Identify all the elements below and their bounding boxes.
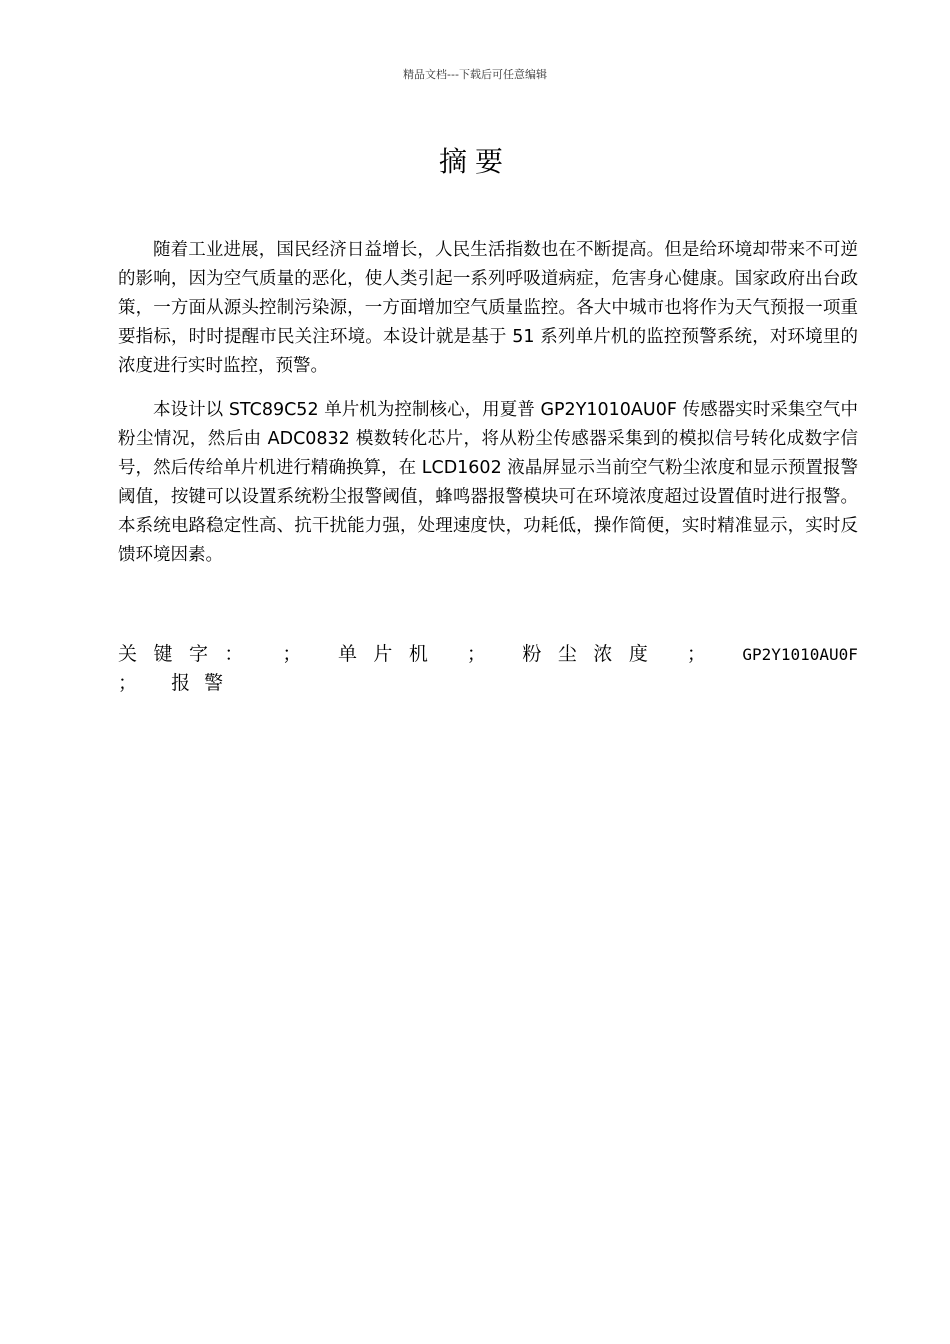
keywords-label: 关键字： xyxy=(118,643,260,665)
keyword-separator: ； xyxy=(282,643,316,665)
abstract-paragraph-1: 随着工业进展，国民经济日益增长，人民生活指数也在不断提高。但是给环境却带来不可逆的影响，因为空气质量的恶化，使人类引起一系列呼吸道病症，危害身心健康。国家政府出台政策，一方面从源头控制污染源，一方面增加空气质量监控。各大中城市也将作为天气预报一项重要指标，时时提醒市民关注环境。本设计就是基于 51 系列单片机的监控预警系统，对环境里的浓度进行实时监控，预警。 xyxy=(118,240,858,376)
keyword-item: GP2Y1010AU0F xyxy=(742,645,858,664)
keyword-item: 报警 xyxy=(171,672,238,694)
keyword-separator: ； xyxy=(118,672,152,694)
keyword-separator: ； xyxy=(466,643,500,665)
abstract-title: 摘要 xyxy=(438,145,511,178)
keyword-item: 单片机 xyxy=(337,643,445,665)
keywords-line xyxy=(118,640,858,698)
abstract-paragraph-2: 本设计以 STC89C52 单片机为控制核心，用夏普 GP2Y1010AU0F 传感器实时采集空气中粉尘情况，然后由 ADC0832 模数转化芯片，将从粉尘传感器采集到的模拟信号转化成数字信号，然后传给单片机进行精确换算，在 LCD1602 液晶屏显示当前空气粉尘浓度和显示预置报警阈值，按键可以设置系统粉尘报警阈值，蜂鸣器报警模块可在环境浓度超过设置值时进行报警。本系统电路稳定性高、抗干扰能力强，处理速度快，功耗低，操作简便，实时精准显示，实时反馈环境因素。 xyxy=(118,400,858,565)
keyword-item: 粉尘浓度 xyxy=(522,643,665,665)
keyword-separator: ； xyxy=(686,643,720,665)
page-header-watermark: 精品文档---下载后可任意编辑 xyxy=(403,68,547,81)
